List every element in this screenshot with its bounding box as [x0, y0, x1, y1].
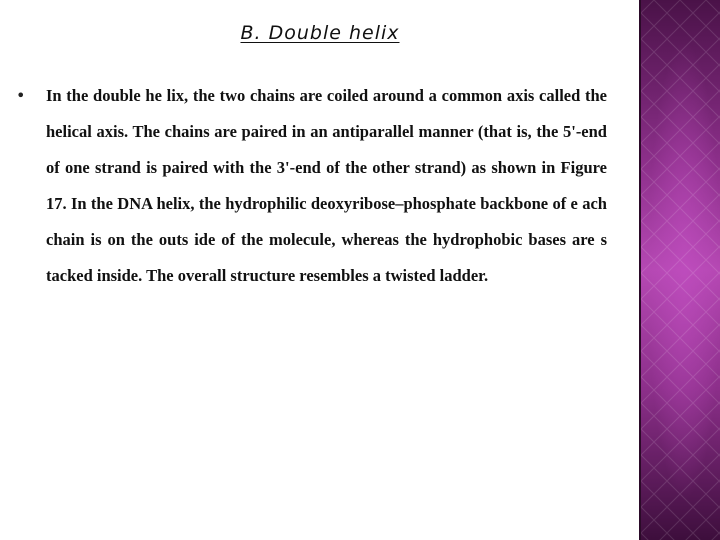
decorative-side-panel — [641, 0, 720, 540]
bullet-dot-icon: • — [16, 86, 26, 105]
bullet-text: In the double he lix, the two chains are coiled around a common axis called the helical axis. The chains are paired in an antiparallel manner (that is, the 5'-end of one strand is paired with the 3'-end of the other strand) as shown in Figure 17. In the DNA helix, the hydrophilic deoxyribose–phosphate backbone of e ach chain is on the outs ide of the molecule, whereas the hydrophobic bases are s tacked inside. The overall structure resembles a twisted ladder. — [46, 86, 607, 285]
diamond-pattern — [641, 0, 720, 540]
slide-title: B. Double helix — [240, 22, 400, 44]
